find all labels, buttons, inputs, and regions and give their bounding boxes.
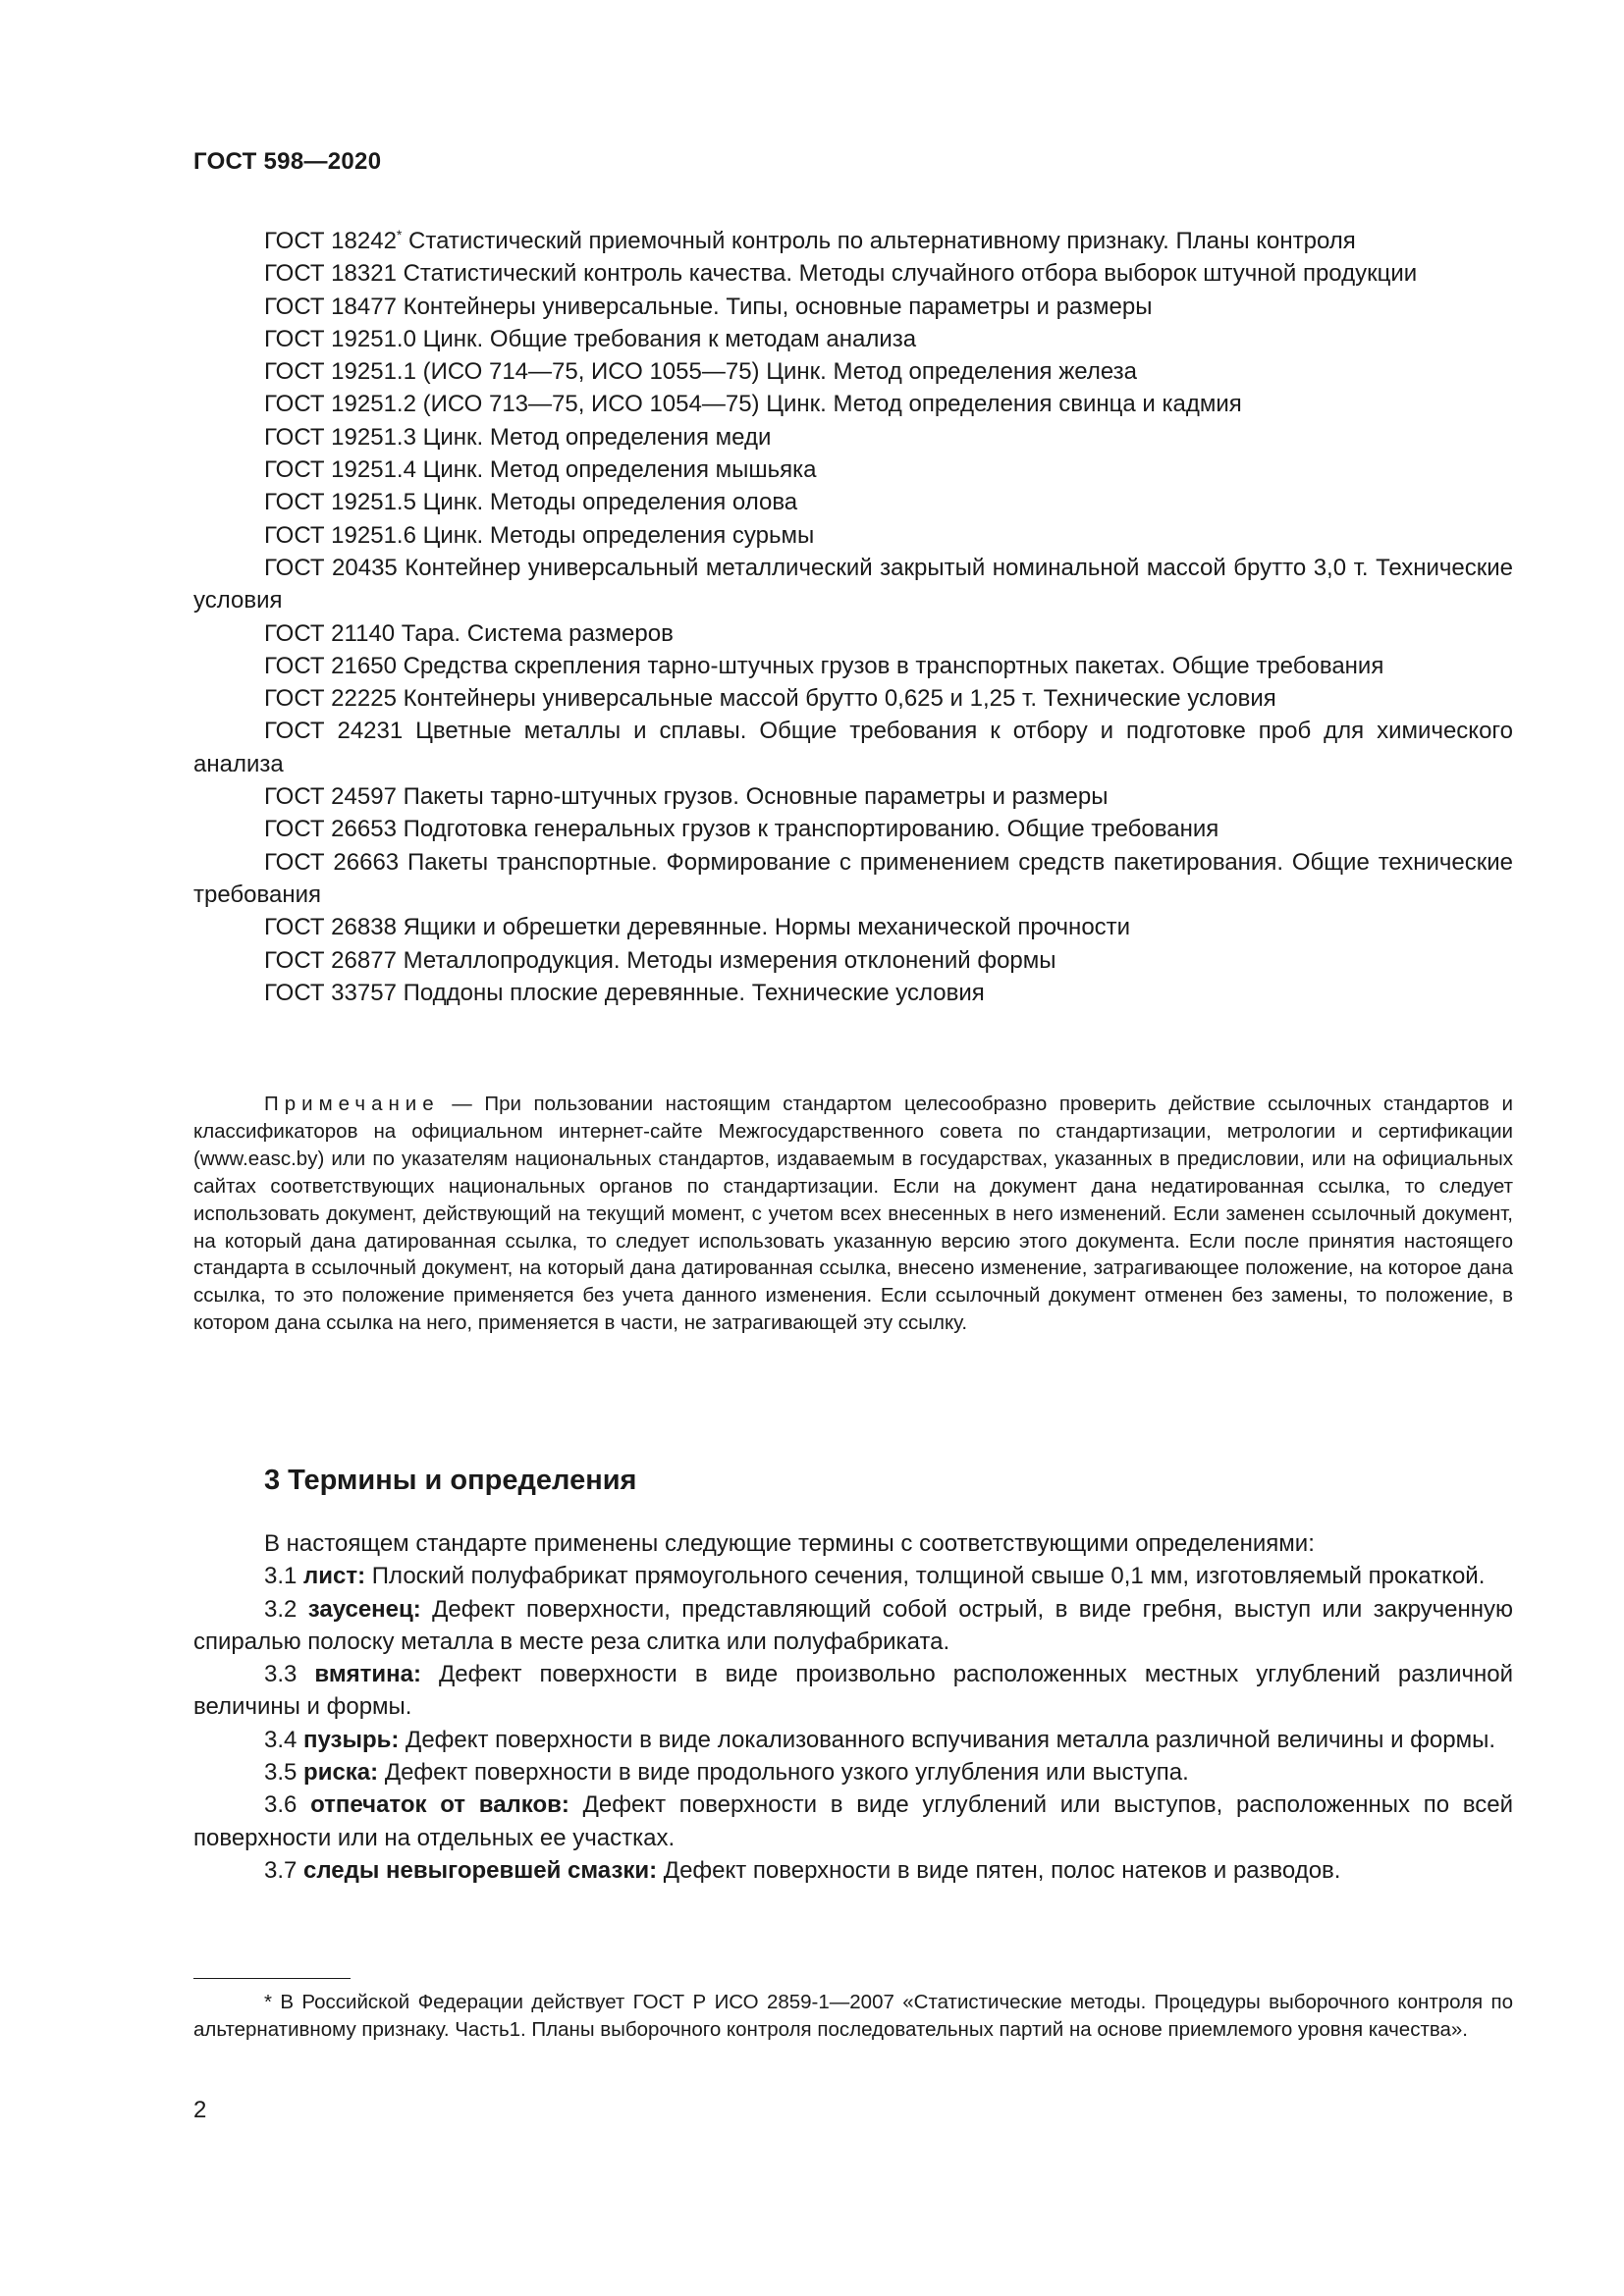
reference-item: ГОСТ 24597 Пакеты тарно-штучных грузов. Основные параметры и размеры xyxy=(264,783,1109,811)
reference-item: ГОСТ 24231 Цветные металлы и сплавы. Общие требования к отбору и подготовке проб для химического анализа xyxy=(193,718,1513,777)
term-item: 3.7 следы невыгоревшей смазки: Дефект поверхности в виде пятен, полос натеков и разводов. xyxy=(264,1856,1341,1884)
note-label: Примечание xyxy=(264,1093,440,1115)
reference-item: ГОСТ 18321 Статистический контроль качества. Методы случайного отбора выборок штучной продукции xyxy=(264,260,1418,288)
reference-item: ГОСТ 33757 Поддоны плоские деревянные. Технические условия xyxy=(264,979,985,1006)
reference-item: ГОСТ 18477 Контейнеры универсальные. Типы, основные параметры и размеры xyxy=(264,293,1153,320)
terms-intro: В настоящем стандарте применены следующие термины с соответствующими определениями: xyxy=(264,1530,1315,1557)
reference-item: ГОСТ 19251.0 Цинк. Общие требования к методам анализа xyxy=(264,325,917,352)
term-name: риска: xyxy=(303,1759,379,1787)
footnote-text: * В Российской Федерации действует ГОСТ Р ИСО 2859-1—2007 «Статистические методы. Процедуры выборочного контроля по альтернативному признаку. Часть1. Планы выборочного контроля последовательных партий на основе приемлемого уровня качества». xyxy=(193,1991,1513,2041)
reference-item: ГОСТ 26838 Ящики и обрешетки деревянные. Нормы механической прочности xyxy=(264,914,1131,941)
references-list xyxy=(193,225,1513,1009)
term-name: пузырь: xyxy=(303,1726,400,1753)
reference-item: ГОСТ 20435 Контейнер универсальный металлический закрытый номинальной массой брутто 3,0 т. Технические условия xyxy=(193,554,1513,614)
reference-item: ГОСТ 19251.6 Цинк. Методы определения сурьмы xyxy=(264,521,815,549)
terms-list xyxy=(193,1527,1513,1887)
reference-item: ГОСТ 19251.2 (ИСО 713—75, ИСО 1054—75) Цинк. Метод определения свинца и кадмия xyxy=(264,391,1242,418)
reference-item: ГОСТ 21140 Тара. Система размеров xyxy=(264,619,674,647)
note-text: — При пользовании настоящим стандартом целесообразно проверить действие ссылочных стандартов и классификаторов на официальном интернет-сайте Межгосударственного совета по стандартизации, метрологии и сертификации (www.easc.by) или по указателям национальных стандартов, издаваемым в государствах, указанных в предисловии, или на официальных сайтах соответствующих национальных органов по стандартизации. Если на документ дана недатированная ссылка, то следует использовать документ, действующий на текущий момент, с учетом всех внесенных в него изменений. Если заменен ссылочный документ, на который дана датированная ссылка, то следует использовать указанную версию этого документа. Если после принятия настоящего стандарта в ссылочный документ, на который дана датированная ссылка, внесено изменение, затрагивающее положение, на которое дана ссылка, то это положение применяется без учета данного изменения. Если ссылочный документ отменен без замены, то положение, в котором дана ссылка на него, применяется в части, не затрагивающей эту ссылку. xyxy=(193,1093,1513,1335)
term-item: 3.4 пузырь: Дефект поверхности в виде локализованного вспучивания металла различной величины и формы. xyxy=(264,1726,1495,1753)
page-number: 2 xyxy=(193,2097,207,2123)
reference-item: ГОСТ 19251.1 (ИСО 714—75, ИСО 1055—75) Цинк. Метод определения железа xyxy=(264,358,1137,386)
footnote xyxy=(193,1989,1513,2044)
term-item: 3.6 отпечаток от валков: Дефект поверхности в виде углублений или выступов, расположенных по всей поверхности или на отдельных ее участках. xyxy=(193,1791,1513,1851)
reference-item: ГОСТ 19251.3 Цинк. Метод определения меди xyxy=(264,423,772,451)
reference-item: ГОСТ 26653 Подготовка генеральных грузов к транспортированию. Общие требования xyxy=(264,816,1219,843)
reference-item: ГОСТ 19251.4 Цинк. Метод определения мышьяка xyxy=(264,456,817,484)
term-item: 3.5 риска: Дефект поверхности в виде продольного узкого углубления или выступа. xyxy=(264,1759,1189,1787)
reference-item: ГОСТ 26877 Металлопродукция. Методы измерения отклонений формы xyxy=(264,946,1056,974)
reference-item: ГОСТ 21650 Средства скрепления тарно-штучных грузов в транспортных пакетах. Общие требования xyxy=(264,652,1384,679)
note-paragraph xyxy=(193,1091,1513,1337)
footnote-divider xyxy=(193,1978,351,1979)
document-header: ГОСТ 598—2020 xyxy=(193,148,382,175)
term-name: вмятина: xyxy=(314,1661,421,1688)
term-item: 3.2 заусенец: Дефект поверхности, представляющий собой острый, в виде гребня, выступ или закрученную спиралью полоску металла в месте реза слитка или полуфабриката. xyxy=(193,1595,1514,1655)
reference-item: ГОСТ 22225 Контейнеры универсальные массой брутто 0,625 и 1,25 т. Технические условия xyxy=(264,685,1276,713)
term-name: отпечаток от валков: xyxy=(310,1791,569,1819)
term-name: лист: xyxy=(303,1563,366,1590)
section-title: 3 Термины и определения xyxy=(264,1465,637,1496)
term-name: следы невыгоревшей смазки: xyxy=(303,1856,658,1884)
term-item: 3.1 лист: Плоский полуфабрикат прямоугольного сечения, толщиной свыше 0,1 мм, изготовляемый прокаткой. xyxy=(264,1563,1486,1590)
reference-item: ГОСТ 19251.5 Цинк. Методы определения олова xyxy=(264,489,798,516)
reference-item: ГОСТ 26663 Пакеты транспортные. Формирование с применением средств пакетирования. Общие технические требования xyxy=(193,848,1513,908)
term-item: 3.3 вмятина: Дефект поверхности в виде произвольно расположенных местных углублений различной величины и формы. xyxy=(193,1661,1513,1721)
note-block xyxy=(193,1091,1513,1337)
reference-item: ГОСТ 18242* Статистический приемочный контроль по альтернативному признаку. Планы контроля xyxy=(264,227,1356,254)
footnote-marker: * xyxy=(396,227,403,242)
term-name: заусенец: xyxy=(307,1595,421,1623)
